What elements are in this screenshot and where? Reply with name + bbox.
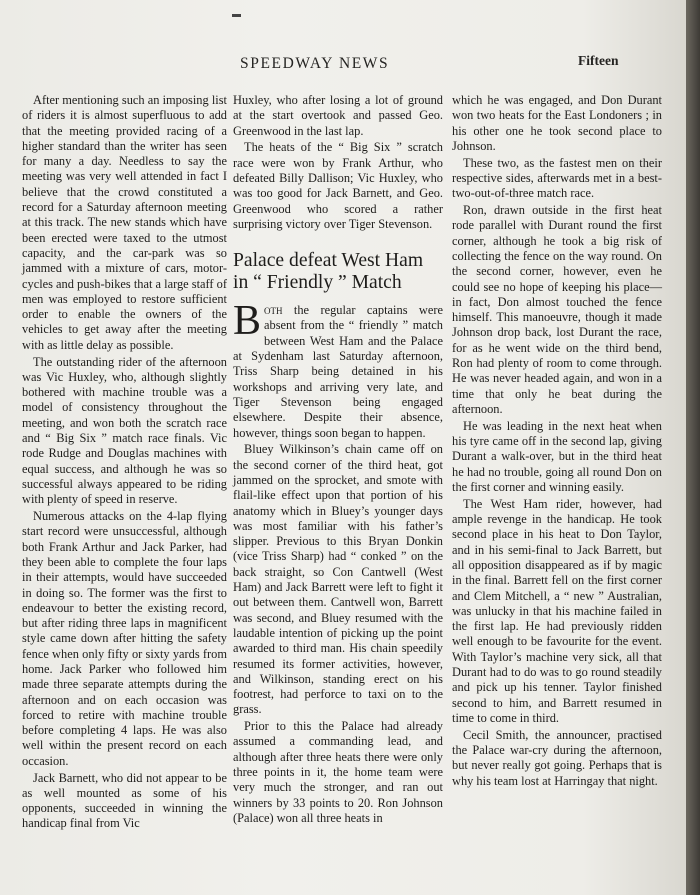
paragraph: The outstanding rider of the afternoon was Vic Huxley, who, although slightly bothered with machine trouble was a model of consistency throughout the meeting, and won both the scratch race and “ Big Six ” match race finals. Vic rode Rudge and Douglas machines with equal success, and although he was so successful always appeared to be riding with plenty of speed in reserve. [22,354,227,507]
paragraph: Prior to this the Palace had already assumed a commanding lead, and although after three heats there were only three points in it, the home team were very much the stronger, and ran out winners by 33 points to 20. Ron Johnson (Palace) won all three heats in [233,719,443,825]
article-headline: Palace defeat West Ham in “ Friendly ” Match [233,250,424,294]
lead-text: the regular captains were absent from the “ friendly ” match between West Ham and the Palace at Sydenham last Saturday afternoon, Triss Sharp being detained in his workshops and arriving very late, and Tiger Stevenson being engaged elsewhere. Despite their absence, however, things soon began to happen. [233,303,443,440]
paragraph: Cecil Smith, the announcer, practised the Palace war-cry during the afternoon, but never really got going. Perhaps that is why his team lost at Harringay that night. [452,727,662,788]
paragraph: Jack Barnett, who did not appear to be as well mounted as some of his opponents, succeeded in winning the handicap final from Vic [22,770,227,831]
drop-cap: B [233,298,262,345]
column-middle [233,93,443,828]
paragraph: Bluey Wilkinson’s chain came off on the second corner of the third heat, got jammed on the sprocket, and smote with flail-like effect upon that portion of his anatomy which in Bluey’s younger days was most familiar with his father’s slipper. Previous to this Bryan Donkin (vice Triss Sharp) had “ conked ” on the back straight, so Con Cantwell (West Ham) and Jack Barrett were left to fight it out between them. Cantwell won, Barrett was second, and Bluey resumed with the laudable intention of picking up the point awarded to third man. His chain speedily resumed its former activities, however, and Wilkinson, standing erect on his footrest, had perforce to taxi on to the grass. [233,442,443,717]
paragraph: The heats of the “ Big Six ” scratch race were won by Frank Arthur, who defeated Billy Dallison; Vic Huxley, who was too good for Jack Barnett, and Geo. Greenwood who scored a rather surprising victory over Tiger Stevenson. [233,140,443,231]
paragraph: Ron, drawn outside in the first heat rode parallel with Durant round the first corner, although he took a big risk of collecting the fence on the way round. On the second corner, however, even he could see no hope of keeping his place—in fact, Don almost touched the fence himself. This manoeuvre, though it made Johnson drop back, lost Durant the race, for as he went wide on the third bend, Ron had plenty of room to come through. He was never headed again, and won in a time that only he beat during the afternoon. [452,203,662,416]
column-left [22,93,227,833]
paragraph: Numerous attacks on the 4-lap flying start record were unsuccessful, although both Frank Arthur and Jack Parker, had they been able to complete the four laps in their attempts, would have succeeded in doing so. The former was the first to endeavour to better the existing record, but after riding three laps in magnificent style came down after hitting the safety fence when only fifty or sixty yards from home. Jack Parker who followed him made three separate attempts during the afternoon and on each occasion was forced to retire with machine trouble before completing 4 laps. He was also well within the present record on each occasion. [22,509,227,768]
paragraph: The West Ham rider, however, had ample revenge in the handicap. He took second place in his heat to Don Taylor, and in his semi-final to Jack Barrett, but all opposition disappeared as if by magic in the final. Barrett fell on the first corner and Clem Mitchell, a “ new ” Australian, was unlucky in that his machine failed in the first lap. He had previously ridden well enough to be favourite for the event. With Taylor’s machine very sick, all that Durant had to do was to go round steadily and pick up his tenner. Taylor finished second to him, and Barrett resumed in time to come in third. [452,496,662,725]
paragraph: After mentioning such an imposing list of riders it is almost superfluous to add that the meeting provided racing of a higher standard than the writer has seen for many a day. Needless to say the meeting was very well attended in fact I believe that the crowd constituted a record for a Saturday afternoon meeting at this track. The new stands which have been erected were taxed to the utmost capacity, and the car-park was so jammed with a mixture of cars, motor-cycles and push-bikes that a large staff of men was employed to restore sufficient order to enable the owners of the vehicles to get away after the meeting with as little delay as possible. [22,93,227,352]
lead-smallcaps: oth [264,303,283,318]
page-number: Fifteen [578,53,619,68]
paragraph: Huxley, who after losing a lot of ground at the start overtook and passed Geo. Greenwood in the last lap. [233,93,443,138]
page-title: SPEEDWAY NEWS [240,55,390,72]
lead-paragraph [233,298,443,441]
ink-mark [232,14,241,17]
paragraph: which he was engaged, and Don Durant won two heats for the East Londoners ; in his other one he took second place to Johnson. [452,93,662,153]
page-edge-shadow [686,0,700,895]
paragraph: He was leading in the next heat when his tyre came off in the second lap, giving Durant a walk-over, but in the third heat he had no trouble, going all round Don on the first corner and winning easily. [452,418,662,494]
paragraph: These two, as the fastest men on their respective sides, afterwards met in a best-two-out-of-three match race. [452,155,662,201]
column-right [452,93,662,790]
